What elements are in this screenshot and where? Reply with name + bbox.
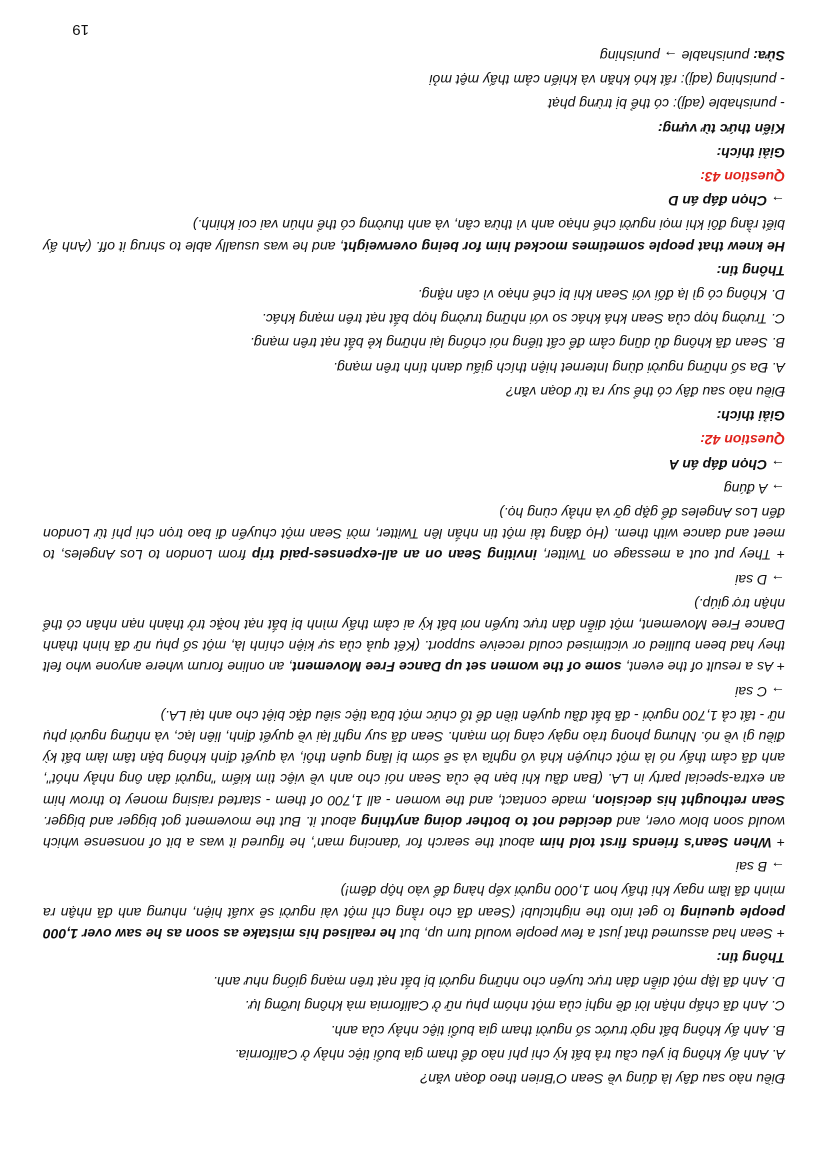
q42-info-heading: Thông tin: (716, 262, 785, 279)
page-number: 19 (72, 21, 89, 38)
q41-answer: → Chọn đáp án A (668, 456, 785, 473)
q43-explain-heading: Giải thích: (716, 144, 785, 161)
q41-evidence-b: + Sean had assumed that just a few people would turn up, but he realised his mistake as soon as he saw over 1,000 people queuing to get into the nightclub! (Sean đã cho rằng chỉ một vài người sẽ xuất hiện, nhưng anh đã nhận ra mình đã lầm ngay khi thấy hơn 1,000 người xếp hàng để vào hộp đêm!) (43, 883, 785, 942)
q41-option-c: C. Anh đã chấp nhận lời đề nghị của một nhóm phụ nữ ở California mà không lưỡng lự. (244, 998, 785, 1015)
q42-explain-heading: Giải thích: (716, 408, 785, 425)
q42-option-d: D. Không có gì lạ đối với Sean khi bị chế nhạo vì cân nặng. (417, 287, 785, 304)
q43-vocab-heading: Kiến thức từ vựng: (657, 120, 785, 137)
q42-label: Question 42: (700, 432, 785, 449)
q41-evidence-d: + As a result of the event, some of the women set up Dance Free Movement, an online forum where anyone who felt they had been bullied or victimised could receive support. (Kết quả của sự kiện chính là, một số phụ nữ đã hình thành Dance Free Movement, một diễn đàn trực tuyến nơi bất kỳ ai cảm thấy mình bị bắt nạt hoặc trở thành nạn nhân có thể nhận trợ giúp.) (43, 595, 785, 676)
q42-question: Điều nào sau đây có thể suy ra từ đoạn văn? (506, 383, 785, 400)
q41-question: Điều nào sau đây là đúng về Sean O'Brien theo đoạn văn? (420, 1071, 785, 1087)
q42-option-a: A. Đa số những người dùng Internet hiện thích giấu danh tính trên mạng. (333, 359, 785, 376)
q41-option-d: D. Anh đã lập một diễn đàn trực tuyến cho những người bị bắt nạt trên mạng giống như anh. (213, 974, 785, 991)
q41-verdict-d: → D sai (735, 571, 785, 588)
q43-vocab-item: - punishing (adj): rất khó khăn và khiến cảm thấy mệt mỏi (429, 72, 785, 89)
q42-option-b: B. Sean đã không đủ dũng cảm để cất tiếng nói chống lại những kẻ bắt nạt trên mạng. (249, 335, 785, 352)
q41-evidence-c: + When Sean's friends first told him about the search for 'dancing man', he figured it was a bit of nonsense which would soon blow over, and decided not to bother doing anything about it. But the movement got bigger and bigger. Sean rethought his decision, made contact, and the women - all 1,700 of them - started raising money to throw him an extra-special party in LA. (Ban đầu khi bạn bè của Sean nói cho anh về việc tìm kiếm "người đàn ông nhảy nhót", anh đã cảm thấy nó là một chuyện khá vô nghĩa và sẽ sớm bị lãng quên thôi, và quyết định không bận tâm làm bất kỳ điều gì về nó. Nhưng phong trào ngày càng lớn mạnh. Sean đã suy nghĩ lại về quyết định, liên lạc, và những người phụ nữ - tất cả 1,700 người - đã bắt đầu quyên tiền để tổ chức một bữa tiệc siêu đặc biệt cho anh tại LA.) (42, 707, 785, 851)
q43-label: Question 43: (700, 169, 785, 186)
q41-option-b: B. Anh ấy không bất ngờ trước số người tham gia buổi tiệc nhảy của anh. (330, 1022, 785, 1039)
q41-verdict-a: → A đúng (723, 480, 785, 497)
q41-verdict-c: → C sai (735, 683, 785, 700)
q43-vocab-item: - punishable (adj): có thể bị trừng phạt (548, 96, 785, 113)
q43-fix: Sửa: punishable → punishing (599, 48, 785, 65)
q42-option-c: C. Trường hợp của Sean khá khác so với những trường hợp bắt nạt trên mạng khác. (261, 311, 785, 328)
q41-info-heading: Thông tin: (716, 949, 785, 966)
q41-option-a: A. Anh ấy không bị yêu cầu trả bất kỳ chi phí nào để tham gia buổi tiệc nhảy ở California. (234, 1046, 785, 1063)
page-content (43, 42, 785, 1089)
q41-verdict-b: → B sai (735, 859, 785, 876)
q42-answer: → Chọn đáp án D (668, 193, 785, 210)
q42-evidence: He knew that people sometimes mocked him for being overweight, and he was usually able to shrug it off. (Anh ấy biết rằng đôi khi mọi người chế nhạo anh vì thừa cân, và anh thường có thể nhún vai coi khinh.) (43, 217, 785, 255)
q41-evidence-a: + They put out a message on Twitter, inviting Sean on an all-expenses-paid trip from London to Los Angeles, to meet and dance with them. (Họ đăng tải một tin nhắn lên Twitter, mời Sean một chuyến đi bao trọn chi phí từ London đến Los Angeles để gặp gỡ và nhảy cùng họ.) (43, 504, 785, 564)
